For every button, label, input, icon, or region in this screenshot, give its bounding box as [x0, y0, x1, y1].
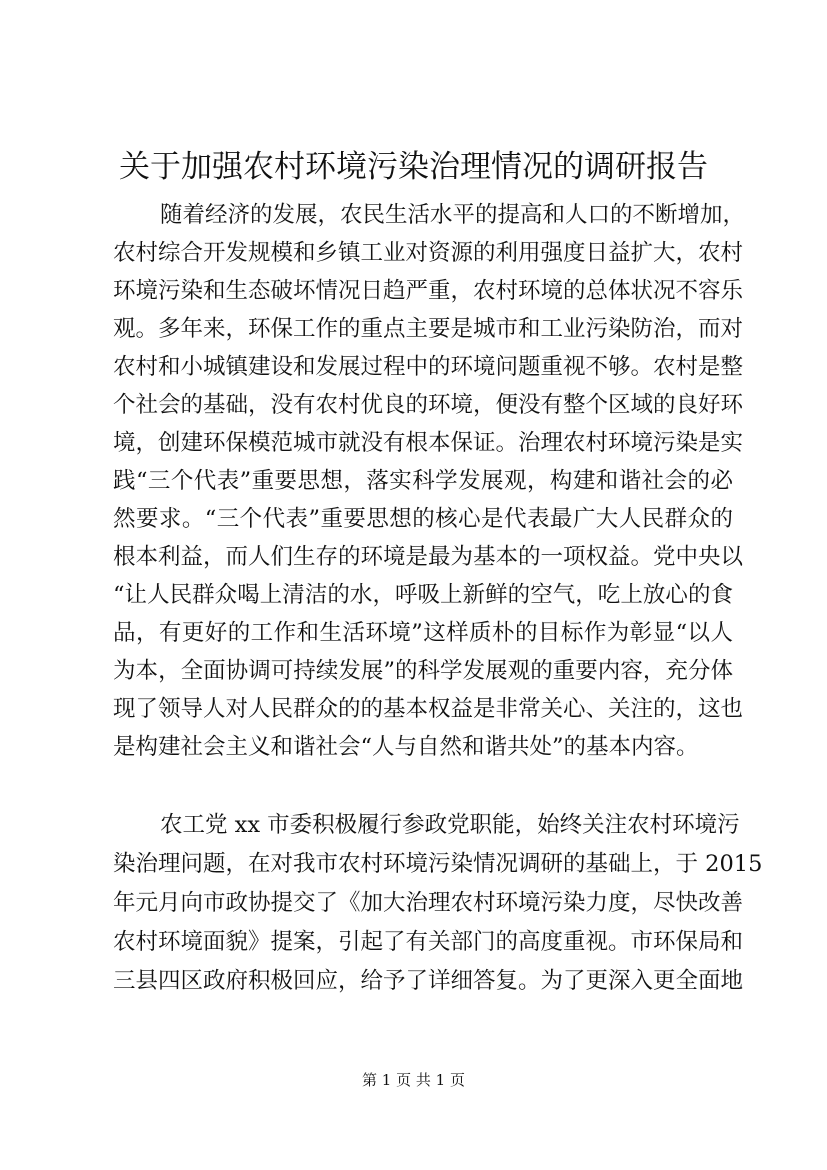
paragraph-line: 个社会的基础，没有农村优良的环境，便没有整个区域的良好环 — [113, 392, 744, 418]
paragraph-line: 然要求。“三个代表”重要思想的核心是代表最广大人民群众的 — [113, 506, 733, 532]
paragraph-line: 境，创建环保模范城市就没有根本保证。治理农村环境污染是实 — [113, 430, 744, 456]
paragraph-line: 现了领导人对人民群众的的基本权益是非常关心、关注的，这也 — [113, 696, 744, 722]
paragraph-line: 践“三个代表”重要思想，落实科学发展观，构建和谐社会的必 — [113, 468, 733, 494]
document-title: 关于加强农村环境污染治理情况的调研报告 — [119, 149, 708, 185]
paragraph-line: 农村综合开发规模和乡镇工业对资源的利用强度日益扩大，农村 — [113, 240, 744, 266]
paragraph-line: 农工党 xx 市委积极履行参政党职能，始终关注农村环境污 — [160, 812, 740, 838]
paragraph-line: 农村环境面貌》提案，引起了有关部门的高度重视。市环保局和 — [113, 929, 744, 955]
paragraph-line: “让人民群众喝上清洁的水，呼吸上新鲜的空气，吃上放心的食 — [113, 582, 733, 608]
paragraph-line: 染治理问题，在对我市农村环境污染情况调研的基础上，于 2015 — [113, 851, 763, 877]
paragraph-line: 为本，全面协调可持续发展”的科学发展观的重要内容，充分体 — [113, 658, 733, 684]
paragraph-line: 根本利益，而人们生存的环境是最为基本的一项权益。党中央以 — [113, 544, 744, 570]
paragraph-line: 三县四区政府积极回应，给予了详细答复。为了更深入更全面地 — [113, 968, 744, 994]
paragraph-line: 观。多年来，环保工作的重点主要是城市和工业污染防治，而对 — [113, 316, 744, 342]
paragraph-line: 是构建社会主义和谐社会“人与自然和谐共处”的基本内容。 — [113, 734, 699, 760]
paragraph-line: 随着经济的发展，农民生活水平的提高和人口的不断增加， — [160, 202, 746, 228]
paragraph-line: 年元月向市政协提交了《加大治理农村环境污染力度，尽快改善 — [113, 890, 744, 916]
page-footer: 第 1 页 共 1 页 — [362, 1071, 465, 1089]
paragraph-line: 农村和小城镇建设和发展过程中的环境问题重视不够。农村是整 — [113, 354, 744, 380]
paragraph-line: 环境污染和生态破坏情况日趋严重，农村环境的总体状况不容乐 — [113, 278, 744, 304]
paragraph-line: 品，有更好的工作和生活环境”这样质朴的目标作为彰显“以人 — [113, 620, 733, 646]
